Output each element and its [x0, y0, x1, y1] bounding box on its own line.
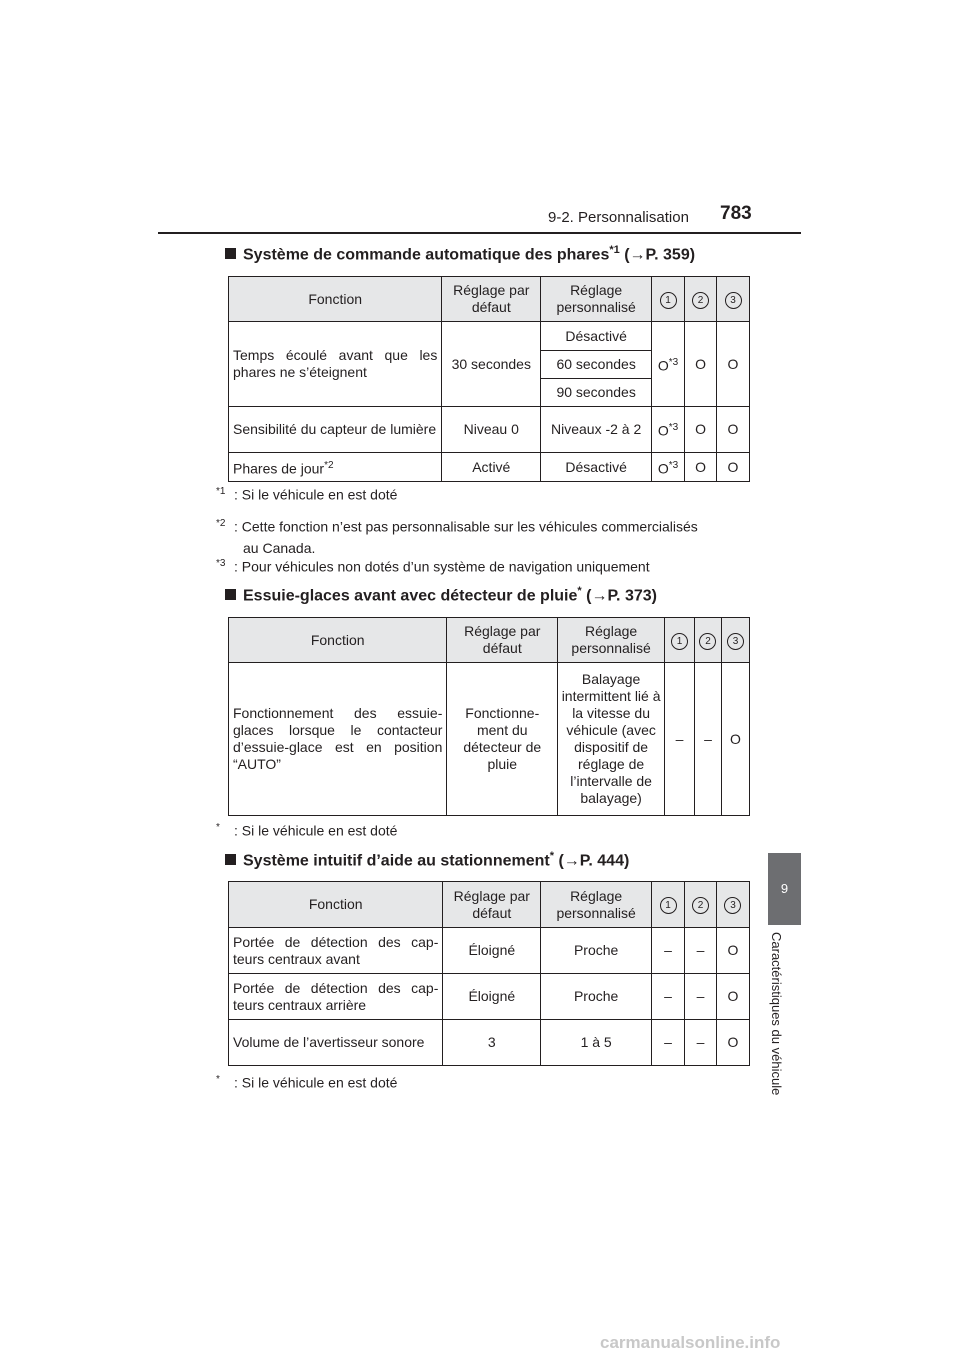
row-c3: O [716, 928, 749, 974]
row-fonction: Fonctionnement des essuie-glaces lorsque le contacteur d’essuie-glace est en position “AUTO” [229, 663, 447, 816]
row-c2: O [685, 407, 717, 453]
row-option: Désactivé [541, 322, 652, 351]
header-col-1: 1 [652, 277, 685, 322]
section2-table [228, 617, 750, 816]
row-fonction: Phares de jour$^{*2}$ [229, 453, 442, 482]
square-bullet-icon [225, 589, 236, 600]
row-fonction: Volume de l’avertisseur sonore [229, 1020, 443, 1066]
square-bullet-icon [225, 248, 236, 259]
watermark: carmanualsonline.info [600, 1333, 781, 1352]
header-perso: Réglage personnalisé [541, 882, 652, 928]
section2-heading: Essuie-glaces avant avec détecteur de pluie* (→P. 373) [225, 585, 657, 605]
row-option: 60 secondes [541, 351, 652, 379]
chapter-label: Caractéristiques du véhicule [769, 932, 784, 1096]
row-c2: – [685, 928, 717, 974]
header-col-3: 3 [721, 618, 749, 663]
row-c1: – [652, 928, 685, 974]
table-row [229, 1020, 750, 1066]
row-c3: O [716, 974, 749, 1020]
page-number: 783 [720, 203, 752, 224]
table-row [229, 453, 750, 482]
row-c3: O [721, 663, 749, 816]
row-perso: Proche [541, 928, 652, 974]
row-c1: $O^{*3}$ [652, 407, 685, 453]
row-fonction: Portée de détection des cap-teurs centraux arrière [229, 974, 443, 1020]
footnote: $^{*3}$ : Pour véhicules non dotés d’un système de navigation uniquement [216, 558, 650, 575]
row-defaut: Niveau 0 [442, 407, 541, 453]
row-defaut: Éloigné [443, 928, 541, 974]
footnote: * : Si le véhicule en est doté [216, 822, 398, 839]
row-c1: – [652, 974, 685, 1020]
row-perso: Niveaux -2 à 2 [541, 407, 652, 453]
row-defaut: Fonctionne-ment du détecteur de pluie [447, 663, 558, 816]
square-bullet-icon [225, 854, 236, 865]
row-fonction: Sensibilité du capteur de lumière [229, 407, 442, 453]
row-c2: – [685, 974, 717, 1020]
row-option: 90 secondes [541, 379, 652, 407]
header-col-3: 3 [717, 277, 750, 322]
row-perso: Balayage intermittent lié à la vitesse du véhicule (avec dispositif de réglage de l’intervalle de balayage) [558, 663, 665, 816]
chapter-tab: 9 [768, 853, 801, 925]
row-perso: 1 à 5 [541, 1020, 652, 1066]
table-header-row [229, 277, 750, 322]
table-header-row [229, 882, 750, 928]
footnote: * : Si le véhicule en est doté [216, 1074, 398, 1091]
row-defaut: 30 secondes [442, 322, 541, 407]
header-defaut: Réglage par défaut [447, 618, 558, 663]
row-c3: O [717, 322, 750, 407]
row-c3: O [717, 453, 750, 482]
row-fonction: Temps écoulé avant que les phares ne s’éteignent [229, 322, 442, 407]
header-col-1: 1 [665, 618, 695, 663]
table-row [229, 407, 750, 453]
row-c3: O [716, 1020, 749, 1066]
row-perso: Désactivé [541, 453, 652, 482]
header-fonction: Fonction [229, 882, 443, 928]
header-col-3: 3 [716, 882, 749, 928]
header-defaut: Réglage par défaut [442, 277, 541, 322]
row-fonction: Portée de détection des cap-teurs centraux avant [229, 928, 443, 974]
row-c2: O [685, 322, 717, 407]
section1-table [228, 276, 750, 482]
header-perso: Réglage personnalisé [541, 277, 652, 322]
header-col-2: 2 [685, 882, 717, 928]
row-defaut: Activé [442, 453, 541, 482]
row-c2: – [695, 663, 722, 816]
row-c1: $O^{*3}$ [652, 453, 685, 482]
header-fonction: Fonction [229, 277, 442, 322]
header-defaut: Réglage par défaut [443, 882, 541, 928]
row-perso: Proche [541, 974, 652, 1020]
row-c1: – [665, 663, 695, 816]
footnote: $^{*2}$ : Cette fonction n’est pas personnalisable sur les véhicules commercialisés au Canada. [216, 518, 698, 556]
row-c2: – [685, 1020, 717, 1066]
row-c1: $O^{*3}$ [652, 322, 685, 407]
row-defaut: Éloigné [443, 974, 541, 1020]
section3-heading: Système intuitif d’aide au stationnement* (→P. 444) [225, 850, 629, 870]
row-defaut: 3 [443, 1020, 541, 1066]
header-col-2: 2 [695, 618, 722, 663]
header-perso: Réglage personnalisé [558, 618, 665, 663]
section-title: 9-2. Personnalisation [548, 209, 689, 226]
section3-table [228, 881, 750, 1066]
table-row [229, 322, 750, 351]
row-c3: O [717, 407, 750, 453]
footnote: $^{*1}$ : Si le véhicule en est doté [216, 486, 398, 503]
row-c1: – [652, 1020, 685, 1066]
section1-heading: Système de commande automatique des phares$^{*1}$ (→P. 359) [225, 244, 695, 264]
table-row [229, 663, 750, 816]
row-c2: O [685, 453, 717, 482]
header-divider [158, 232, 801, 234]
header-col-1: 1 [652, 882, 685, 928]
table-row [229, 928, 750, 974]
table-row [229, 974, 750, 1020]
header-fonction: Fonction [229, 618, 447, 663]
header-col-2: 2 [685, 277, 717, 322]
table-header-row [229, 618, 750, 663]
